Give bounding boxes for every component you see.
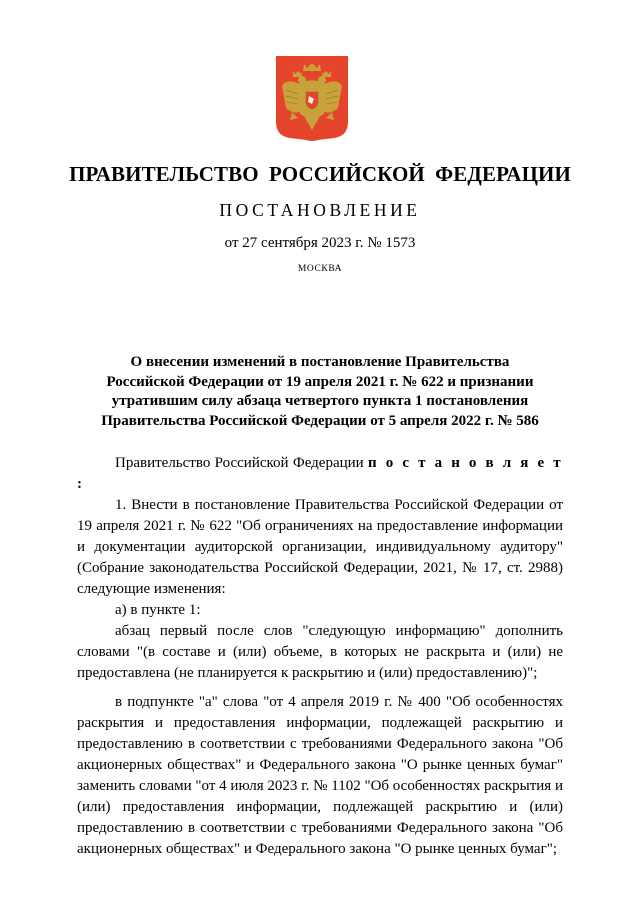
preamble-verb: п о с т а н о в л я е т : [77,455,563,492]
subject-line: Российской Федерации от 19 апреля 2021 г. № 622 и признании [106,373,534,390]
body-paragraph: в подпункте "а" слова "от 4 апреля 2019 г. № 400 "Об особенностях раскрытия и предоставления информации, подлежащей раскрытию и предоставлению в соответствии с требованиями Федерального закона "Об акционерных обществах" и Федерального закона "О рынке ценных бумаг" заменить словами "от 4 июля 2023 г. № 1102 "Об особенностях раскрытия и (или) предоставления информации, подлежащей раскрытию и (или) предоставлению в соответствии с требованиями Федерального закона "Об акционерных обществах" и Федерального закона "О рынке ценных бумаг"; [77,694,563,857]
document-date-number: от 27 сентября 2023 г. № 1573 [224,235,416,251]
document-type: ПОСТАНОВЛЕНИЕ [219,200,421,220]
body-paragraph: а) в пункте 1: [115,602,201,618]
subject-line: О внесении изменений в постановление Правительства [130,354,510,370]
government-title: ПРАВИТЕЛЬСТВО РОССИЙСКОЙ ФЕДЕРАЦИИ [69,162,571,186]
preamble-subject: Правительство Российской Федерации [115,455,364,471]
document-body [77,453,563,860]
subject-line: утратившим силу абзаца четвертого пункта 1 постановления [111,393,529,409]
document-city: МОСКВА [297,264,343,274]
preamble [77,453,563,495]
document-subject [72,353,568,431]
body-paragraph: абзац первый после слов "следующую информацию" дополнить словами "(в составе и (или) объеме, в которых не раскрыта и (или) не предоставлена (не планируется к раскрытию и (или) предоставлению)"; [77,623,563,681]
body-paragraph: 1. Внести в постановление Правительства Российской Федерации от 19 апреля 2021 г. № 622 "Об ограничениях на предоставление информации и документации аудиторской организации, индивидуальному аудитору" (Собрание законодательства Российской Федерации, 2021, № 17, ст. 2988) следующие изменения: [77,497,563,597]
coat-of-arms-icon [276,56,348,143]
subject-line: Правительства Российской Федерации от 5 апреля 2022 г. № 586 [101,412,539,429]
